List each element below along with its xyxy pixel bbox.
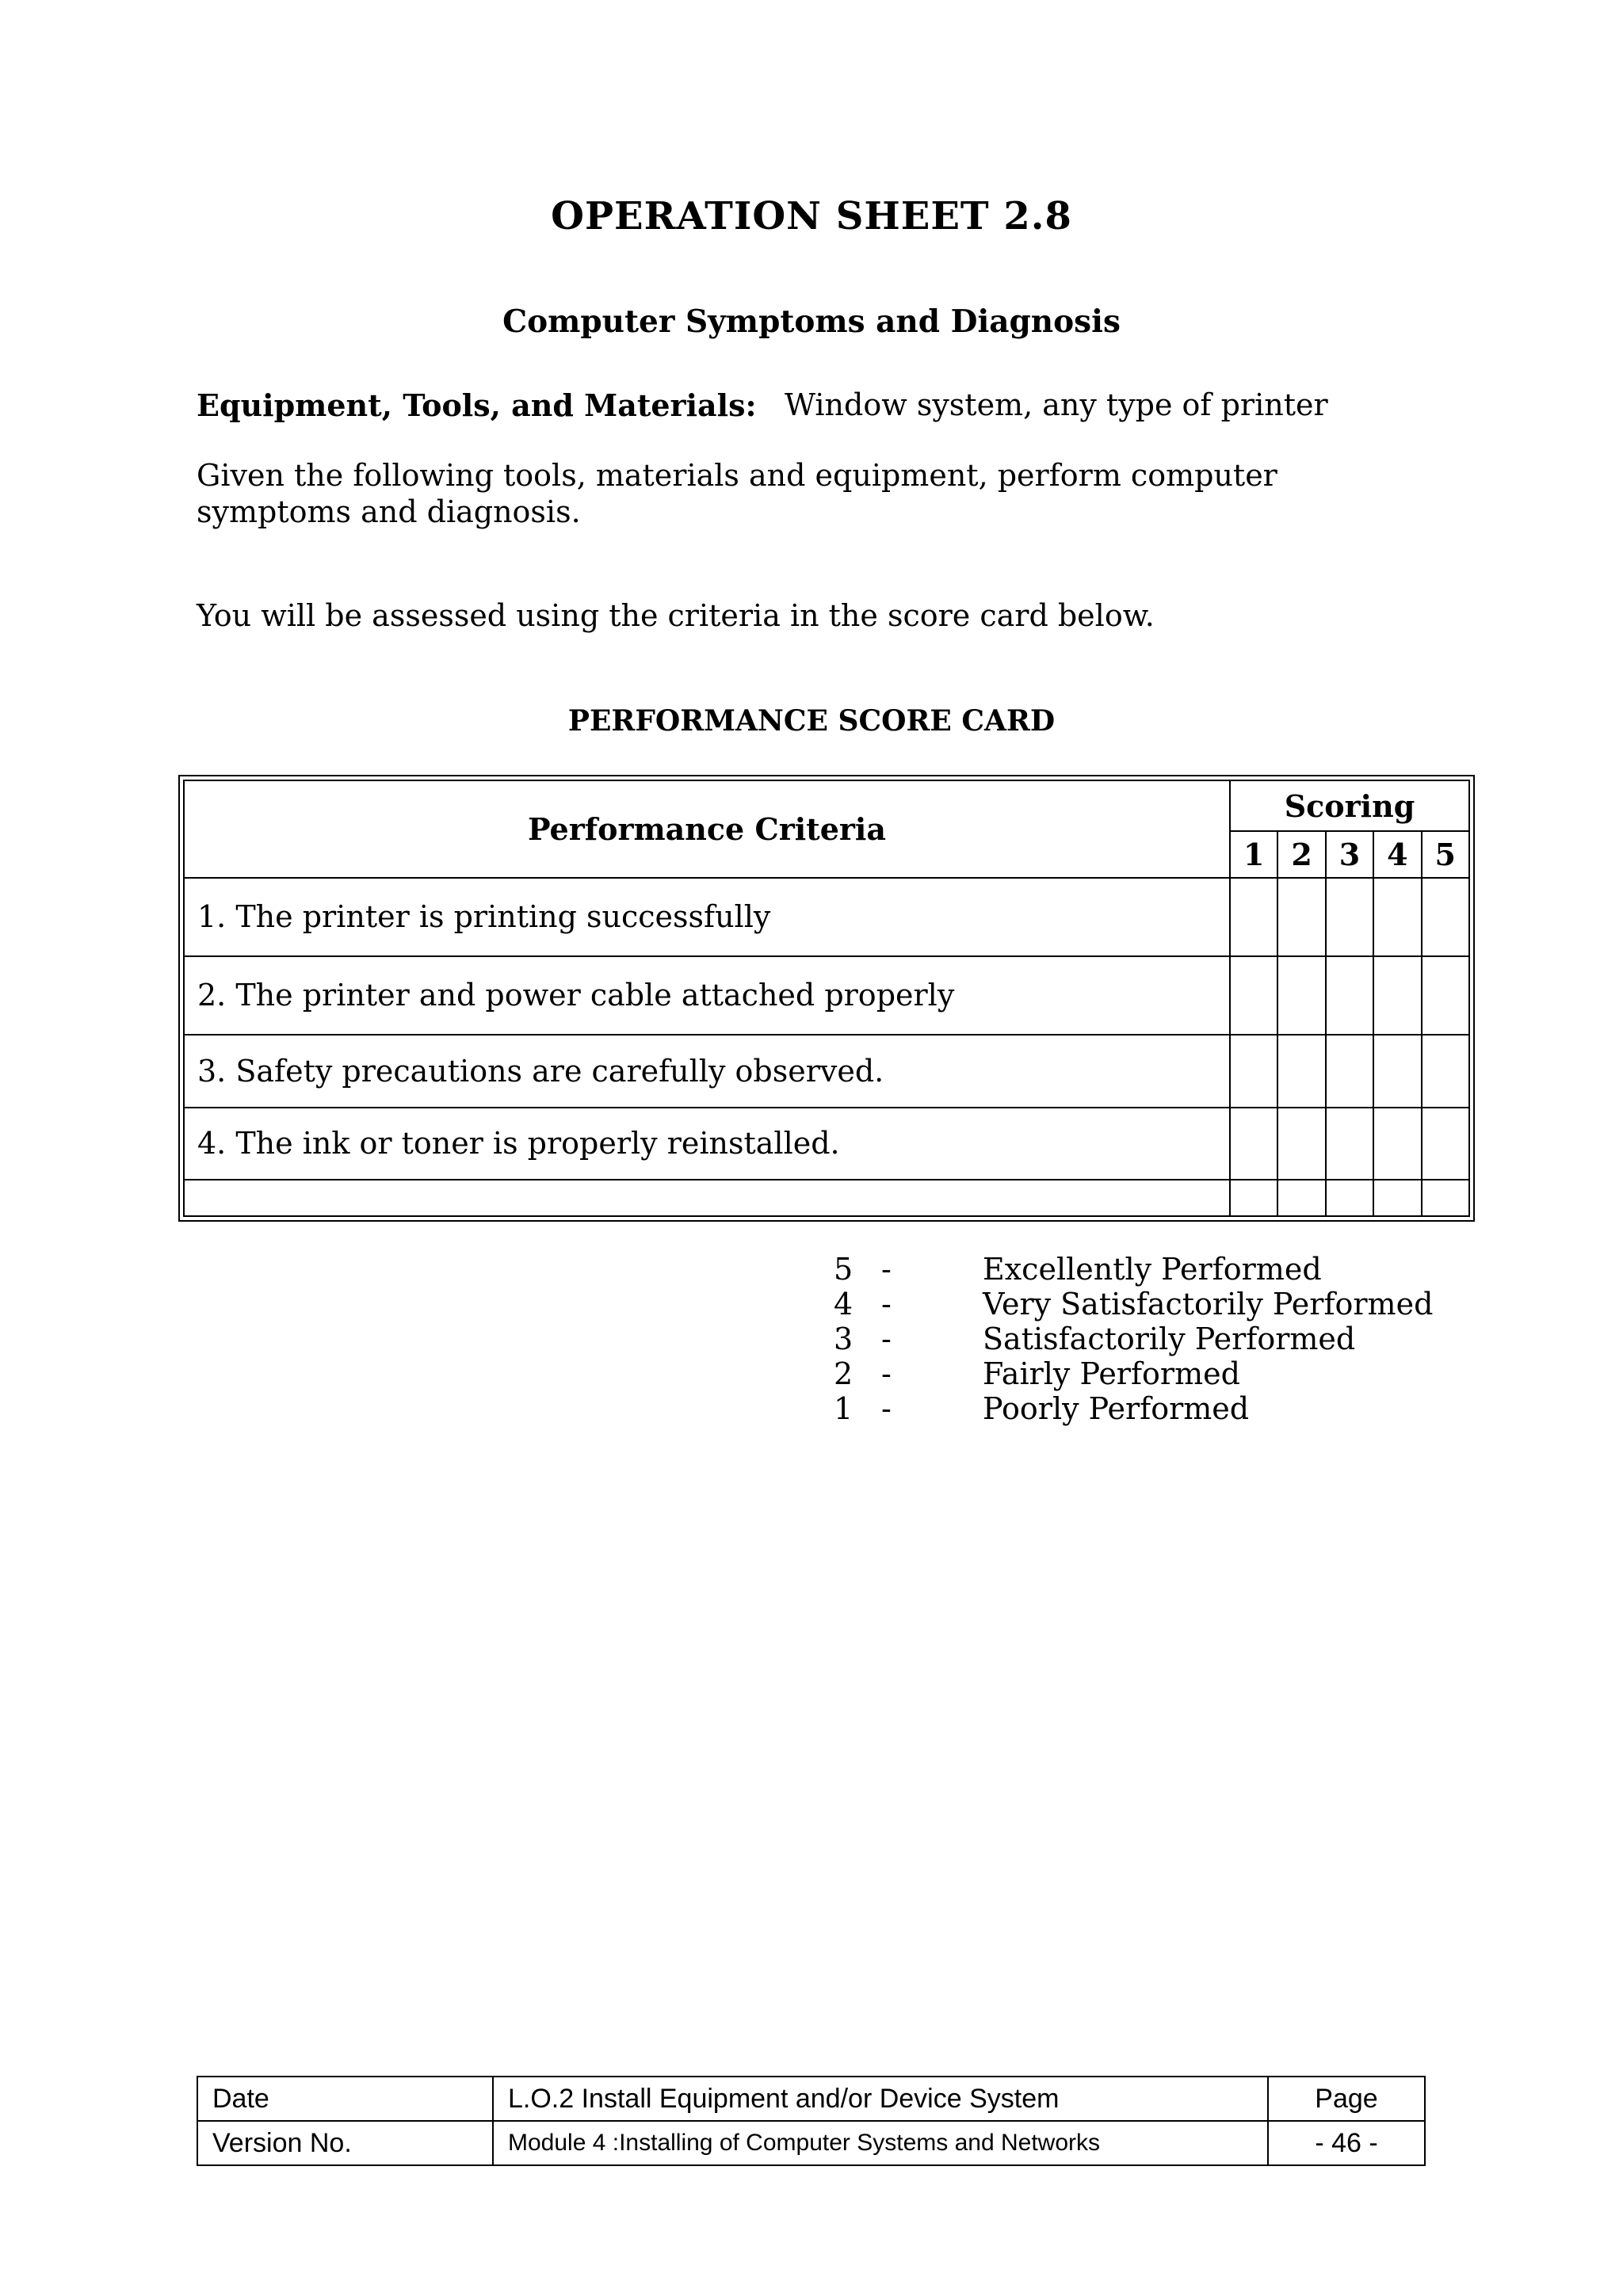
score-cell[interactable] bbox=[1277, 878, 1325, 957]
equipment-label: Equipment, Tools, and Materials: bbox=[197, 387, 757, 423]
criteria-row-3 bbox=[184, 1035, 1469, 1108]
score-card-title: PERFORMANCE SCORE CARD bbox=[567, 704, 1056, 738]
equipment-value: Window system, any type of printer bbox=[785, 387, 1328, 422]
score-header-row bbox=[184, 780, 1469, 831]
legend-score: 2 bbox=[834, 1356, 854, 1391]
score-cell[interactable] bbox=[1277, 1180, 1325, 1216]
score-cell[interactable] bbox=[1326, 956, 1373, 1035]
footer-lo-text: L.O.2 Install Equipment and/or Device System bbox=[493, 2077, 1268, 2121]
score-cell[interactable] bbox=[1277, 1035, 1325, 1108]
score-cell[interactable] bbox=[1422, 878, 1469, 957]
score-column-3: 3 bbox=[1326, 831, 1373, 877]
legend-label: Poorly Performed bbox=[983, 1391, 1250, 1426]
footer-row-2 bbox=[197, 2121, 1425, 2165]
score-column-4: 4 bbox=[1373, 831, 1421, 877]
criteria-row-2 bbox=[184, 956, 1469, 1035]
legend-item bbox=[824, 1322, 1458, 1356]
score-cell[interactable] bbox=[1422, 956, 1469, 1035]
score-cell[interactable] bbox=[1277, 1108, 1325, 1179]
legend-item bbox=[824, 1391, 1458, 1426]
page-subtitle: Computer Symptoms and Diagnosis bbox=[502, 303, 1121, 340]
legend-item bbox=[824, 1356, 1458, 1391]
legend-dash: - bbox=[881, 1252, 892, 1287]
legend-label: Excellently Performed bbox=[983, 1252, 1322, 1287]
score-cell[interactable] bbox=[1373, 1180, 1421, 1216]
footer-date-label: Date bbox=[197, 2077, 493, 2121]
legend-score: 3 bbox=[834, 1322, 854, 1356]
footer-page-number: - 46 - bbox=[1268, 2121, 1425, 2165]
score-cell[interactable] bbox=[1326, 878, 1373, 957]
legend-item bbox=[824, 1287, 1458, 1322]
criteria-header: Performance Criteria bbox=[184, 780, 1230, 878]
score-cell[interactable] bbox=[1373, 1108, 1421, 1179]
scoring-header: Scoring bbox=[1230, 780, 1469, 831]
criteria-text bbox=[184, 1180, 1230, 1216]
score-cell[interactable] bbox=[1373, 956, 1421, 1035]
legend-score: 4 bbox=[834, 1287, 854, 1322]
score-cell[interactable] bbox=[1230, 878, 1277, 957]
instructions-text: Given the following tools, materials and equipment, perform computer symptoms and diagnosis. bbox=[197, 458, 1277, 529]
criteria-text: 3. Safety precautions are carefully observed. bbox=[184, 1035, 1230, 1108]
score-cell[interactable] bbox=[1230, 1108, 1277, 1179]
score-column-2: 2 bbox=[1277, 831, 1325, 877]
score-cell[interactable] bbox=[1230, 1035, 1277, 1108]
score-cell[interactable] bbox=[1230, 956, 1277, 1035]
legend-dash: - bbox=[881, 1287, 892, 1322]
assessment-note: You will be assessed using the criteria in the score card below. bbox=[197, 598, 1155, 633]
criteria-row-4 bbox=[184, 1108, 1469, 1179]
score-cell[interactable] bbox=[1230, 1180, 1277, 1216]
page-title: OPERATION SHEET 2.8 bbox=[551, 194, 1072, 238]
score-card bbox=[178, 775, 1475, 1222]
criteria-text: 2. The printer and power cable attached properly bbox=[184, 956, 1230, 1035]
legend-dash: - bbox=[881, 1322, 892, 1356]
criteria-row-empty bbox=[184, 1180, 1469, 1216]
legend-label: Very Satisfactorily Performed bbox=[983, 1287, 1434, 1322]
legend-label: Fairly Performed bbox=[983, 1356, 1240, 1391]
page-footer bbox=[197, 2076, 1426, 2166]
legend-label: Satisfactorily Performed bbox=[983, 1322, 1356, 1356]
legend-dash: - bbox=[881, 1356, 892, 1391]
score-cell[interactable] bbox=[1326, 1180, 1373, 1216]
score-legend bbox=[824, 1252, 1458, 1426]
legend-item bbox=[824, 1252, 1458, 1287]
criteria-text: 4. The ink or toner is properly reinstalled. bbox=[184, 1108, 1230, 1179]
footer-module-text: Module 4 :Installing of Computer Systems and Networks bbox=[493, 2121, 1268, 2165]
score-column-5: 5 bbox=[1422, 831, 1469, 877]
score-card-table bbox=[183, 780, 1470, 1217]
score-cell[interactable] bbox=[1422, 1035, 1469, 1108]
score-cell[interactable] bbox=[1277, 956, 1325, 1035]
score-cell[interactable] bbox=[1373, 878, 1421, 957]
score-cell[interactable] bbox=[1373, 1035, 1421, 1108]
legend-dash: - bbox=[881, 1391, 892, 1426]
legend-score: 1 bbox=[834, 1391, 854, 1426]
legend-score: 5 bbox=[834, 1252, 854, 1287]
score-cell[interactable] bbox=[1422, 1180, 1469, 1216]
footer-row-1 bbox=[197, 2077, 1425, 2121]
footer-page-label: Page bbox=[1268, 2077, 1425, 2121]
score-cell[interactable] bbox=[1422, 1108, 1469, 1179]
criteria-text: 1. The printer is printing successfully bbox=[184, 878, 1230, 957]
score-column-1: 1 bbox=[1230, 831, 1277, 877]
score-cell[interactable] bbox=[1326, 1035, 1373, 1108]
criteria-row-1 bbox=[184, 878, 1469, 957]
footer-version-label: Version No. bbox=[197, 2121, 493, 2165]
score-cell[interactable] bbox=[1326, 1108, 1373, 1179]
